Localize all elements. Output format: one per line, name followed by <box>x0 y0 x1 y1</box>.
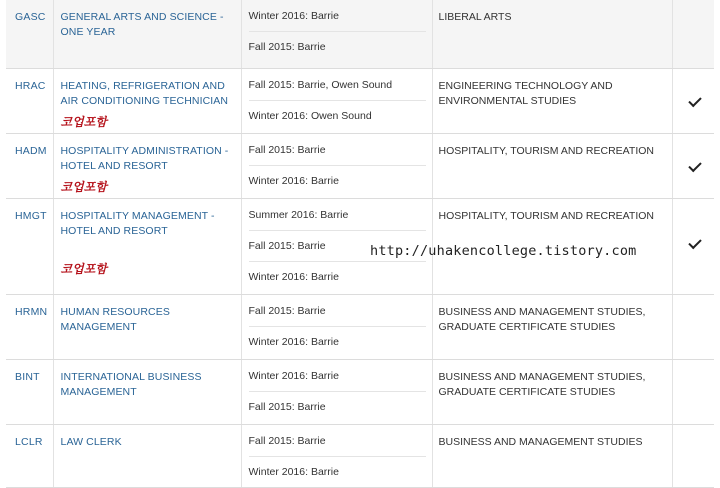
program-name-cell <box>53 0 241 68</box>
study-area: LIBERAL ARTS <box>432 0 672 68</box>
program-name-cell <box>53 198 241 294</box>
session-item: Fall 2015: Barrie <box>249 134 426 166</box>
program-code-link[interactable]: LCLR <box>15 435 43 448</box>
coop-note: 코업포함 <box>60 261 107 276</box>
check-cell <box>672 0 714 68</box>
table-row <box>6 0 714 68</box>
program-name-cell <box>53 424 241 487</box>
program-name-link[interactable]: HUMAN RESOURCES MANAGEMENT <box>60 305 170 333</box>
program-name-link[interactable]: LAW CLERK <box>60 435 122 448</box>
program-name-link[interactable]: INTERNATIONAL BUSINESS MANAGEMENT <box>60 370 202 398</box>
session-item: Winter 2016: Owen Sound <box>248 109 372 122</box>
program-name-link[interactable]: HEATING, REFRIGERATION AND AIR CONDITIONING TECHNICIAN <box>60 79 229 107</box>
session-item: Winter 2016: Barrie <box>248 465 339 478</box>
check-cell <box>672 294 714 359</box>
session-item: Winter 2016: Barrie <box>248 174 339 187</box>
session-item: Summer 2016: Barrie <box>249 199 426 231</box>
study-area: BUSINESS AND MANAGEMENT STUDIES, GRADUATE CERTIFICATE STUDIES <box>432 359 672 424</box>
program-code-cell <box>6 424 53 487</box>
check-icon <box>689 93 702 106</box>
program-code-link[interactable]: HADM <box>15 144 47 157</box>
session-item: Fall 2015: Barrie <box>249 295 426 327</box>
program-name-cell <box>53 133 241 198</box>
program-name-cell <box>53 359 241 424</box>
program-code-cell <box>6 133 53 198</box>
sessions-cell <box>241 68 432 133</box>
program-name-cell <box>53 294 241 359</box>
study-area: HOSPITALITY, TOURISM AND RECREATION <box>432 198 672 294</box>
sessions-cell <box>241 359 432 424</box>
study-area: BUSINESS AND MANAGEMENT STUDIES <box>432 424 672 487</box>
session-item: Fall 2015: Barrie <box>248 400 326 413</box>
sessions-cell <box>241 133 432 198</box>
sessions-cell <box>241 0 432 68</box>
session-item: Winter 2016: Barrie <box>248 270 339 283</box>
table-row <box>6 359 714 424</box>
session-item: Winter 2016: Barrie <box>248 335 339 348</box>
table-row <box>6 68 714 133</box>
table-row <box>6 133 714 198</box>
check-cell <box>672 424 714 487</box>
study-area: ENGINEERING TECHNOLOGY AND ENVIRONMENTAL STUDIES <box>432 68 672 133</box>
program-code-link[interactable]: HRMN <box>15 305 48 318</box>
check-cell <box>672 68 714 133</box>
program-name-link[interactable]: HOSPITALITY ADMINISTRATION - HOTEL AND RESORT <box>60 144 229 172</box>
sessions-cell <box>241 424 432 487</box>
program-code-link[interactable]: HMGT <box>15 209 47 222</box>
coop-note: 코업포함 <box>60 114 107 129</box>
session-item: Fall 2015: Barrie <box>248 41 326 53</box>
check-icon <box>689 235 702 248</box>
program-name-cell <box>53 68 241 133</box>
program-code-cell <box>6 294 53 359</box>
program-code-cell <box>6 198 53 294</box>
program-code-cell <box>6 0 53 68</box>
program-name-link[interactable]: GENERAL ARTS AND SCIENCE - ONE YEAR <box>60 11 224 38</box>
study-area: HOSPITALITY, TOURISM AND RECREATION <box>432 133 672 198</box>
program-name-link[interactable]: HOSPITALITY MANAGEMENT - HOTEL AND RESORT <box>60 209 215 237</box>
check-cell <box>672 198 714 294</box>
check-icon <box>689 158 702 171</box>
session-item: Winter 2016: Barrie <box>249 0 426 32</box>
check-cell <box>672 133 714 198</box>
program-code-link[interactable]: HRAC <box>15 79 46 92</box>
session-item: Fall 2015: Barrie, Owen Sound <box>249 69 426 101</box>
program-code-cell <box>6 68 53 133</box>
session-item: Fall 2015: Barrie <box>249 425 426 457</box>
study-area: BUSINESS AND MANAGEMENT STUDIES, GRADUATE CERTIFICATE STUDIES <box>432 294 672 359</box>
session-item: Fall 2015: Barrie <box>249 231 426 262</box>
table-row <box>6 424 714 487</box>
program-code-link[interactable]: GASC <box>15 11 46 23</box>
table-row <box>6 294 714 359</box>
check-cell <box>672 359 714 424</box>
session-item: Winter 2016: Barrie <box>249 360 426 392</box>
sessions-cell <box>241 294 432 359</box>
blog-url-watermark: http://uhakencollege.tistory.com <box>370 243 637 259</box>
program-code-cell <box>6 359 53 424</box>
coop-note: 코업포함 <box>60 179 107 194</box>
program-code-link[interactable]: BINT <box>15 370 40 383</box>
